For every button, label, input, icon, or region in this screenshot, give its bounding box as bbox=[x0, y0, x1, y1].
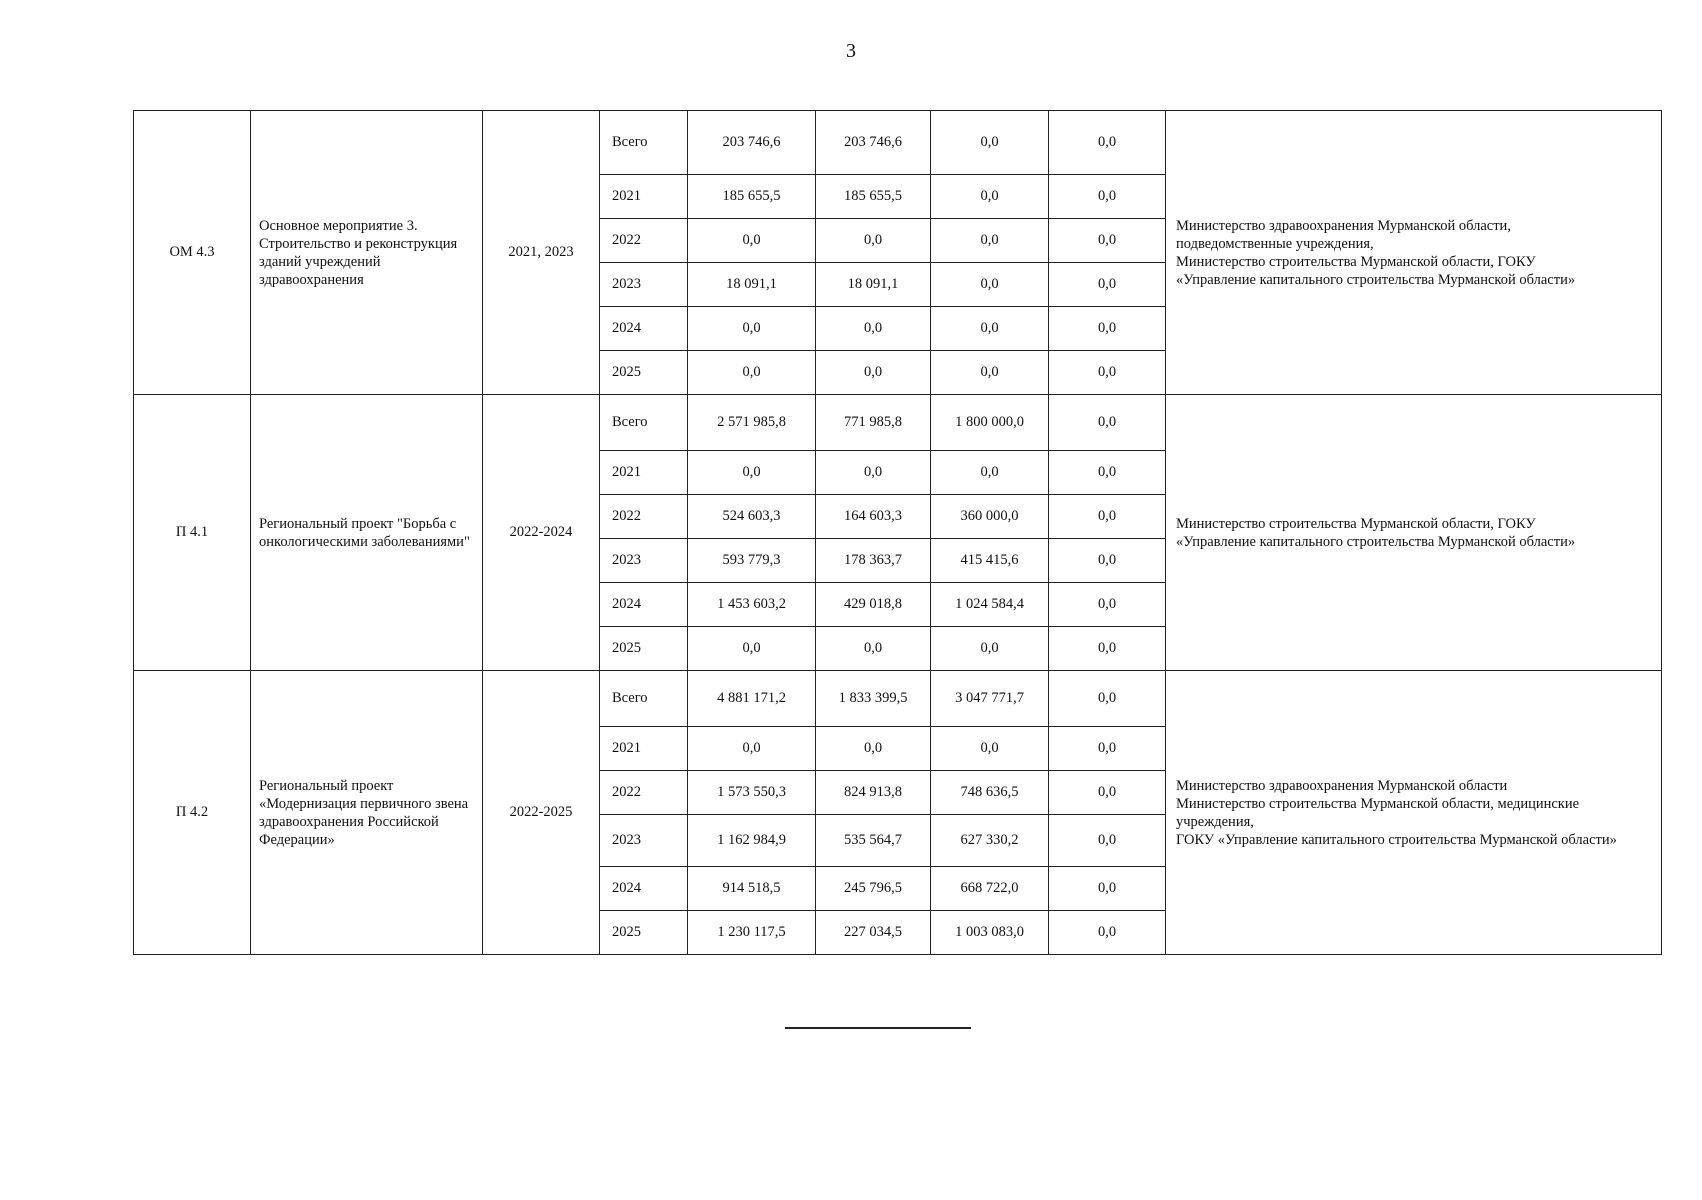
amount-cell-2: 824 913,8 bbox=[816, 771, 931, 815]
measure-executors bbox=[1166, 111, 1662, 395]
amount-cell-1: 1 230 117,5 bbox=[688, 911, 816, 955]
amount-cell-4: 0,0 bbox=[1049, 307, 1166, 351]
amount-cell-3: 3 047 771,7 bbox=[931, 671, 1049, 727]
amount-cell-3: 0,0 bbox=[931, 727, 1049, 771]
amount-cell-4: 0,0 bbox=[1049, 627, 1166, 671]
year-cell: 2023 bbox=[600, 263, 688, 307]
amount-cell-4: 0,0 bbox=[1049, 583, 1166, 627]
executor-line: Министерство строительства Мурманской области, ГОКУ bbox=[1176, 515, 1536, 532]
executor-line: Министерство здравоохранения Мурманской области bbox=[1176, 777, 1508, 794]
amount-cell-4: 0,0 bbox=[1049, 175, 1166, 219]
amount-cell-1: 1 162 984,9 bbox=[688, 815, 816, 867]
amount-cell-3: 1 800 000,0 bbox=[931, 395, 1049, 451]
amount-cell-2: 178 363,7 bbox=[816, 539, 931, 583]
year-cell: 2022 bbox=[600, 495, 688, 539]
amount-cell-4: 0,0 bbox=[1049, 495, 1166, 539]
year-cell: 2023 bbox=[600, 815, 688, 867]
amount-cell-3: 0,0 bbox=[931, 307, 1049, 351]
measure-name: Основное мероприятие 3. Строительство и реконструкция зданий учреждений здравоохранения bbox=[251, 111, 483, 395]
amount-cell-1: 0,0 bbox=[688, 451, 816, 495]
amount-cell-4: 0,0 bbox=[1049, 263, 1166, 307]
table-row bbox=[134, 395, 1662, 451]
year-cell: 2022 bbox=[600, 219, 688, 263]
amount-cell-1: 0,0 bbox=[688, 307, 816, 351]
year-cell: 2025 bbox=[600, 911, 688, 955]
amount-cell-1: 4 881 171,2 bbox=[688, 671, 816, 727]
amount-cell-4: 0,0 bbox=[1049, 539, 1166, 583]
amount-cell-4: 0,0 bbox=[1049, 867, 1166, 911]
amount-cell-1: 0,0 bbox=[688, 351, 816, 395]
measure-period: 2022-2025 bbox=[483, 671, 600, 955]
amount-cell-1: 1 573 550,3 bbox=[688, 771, 816, 815]
executor-line: Министерство строительства Мурманской области, ГОКУ bbox=[1176, 253, 1536, 270]
closing-rule bbox=[785, 1027, 971, 1029]
amount-cell-4: 0,0 bbox=[1049, 219, 1166, 263]
amount-cell-3: 1 003 083,0 bbox=[931, 911, 1049, 955]
amount-cell-3: 0,0 bbox=[931, 351, 1049, 395]
amount-cell-3: 627 330,2 bbox=[931, 815, 1049, 867]
measure-name: Региональный проект "Борьба с онкологическими заболеваниями" bbox=[251, 395, 483, 671]
year-cell: Всего bbox=[600, 671, 688, 727]
amount-cell-3: 0,0 bbox=[931, 627, 1049, 671]
amount-cell-3: 0,0 bbox=[931, 175, 1049, 219]
measure-code: ОМ 4.3 bbox=[134, 111, 251, 395]
amount-cell-1: 2 571 985,8 bbox=[688, 395, 816, 451]
year-cell: 2021 bbox=[600, 175, 688, 219]
year-cell: 2024 bbox=[600, 307, 688, 351]
amount-cell-2: 245 796,5 bbox=[816, 867, 931, 911]
year-cell: 2021 bbox=[600, 451, 688, 495]
measure-period: 2022-2024 bbox=[483, 395, 600, 671]
amount-cell-1: 185 655,5 bbox=[688, 175, 816, 219]
measure-executors bbox=[1166, 671, 1662, 955]
amount-cell-2: 535 564,7 bbox=[816, 815, 931, 867]
amount-cell-3: 1 024 584,4 bbox=[931, 583, 1049, 627]
executor-line: Министерство строительства Мурманской области, медицинские учреждения, bbox=[1176, 795, 1580, 830]
amount-cell-1: 524 603,3 bbox=[688, 495, 816, 539]
amount-cell-2: 0,0 bbox=[816, 219, 931, 263]
amount-cell-4: 0,0 bbox=[1049, 815, 1166, 867]
amount-cell-1: 0,0 bbox=[688, 627, 816, 671]
year-cell: Всего bbox=[600, 111, 688, 175]
year-cell: Всего bbox=[600, 395, 688, 451]
funding-table bbox=[133, 110, 1662, 955]
table-row bbox=[134, 671, 1662, 727]
year-cell: 2023 bbox=[600, 539, 688, 583]
amount-cell-2: 18 091,1 bbox=[816, 263, 931, 307]
amount-cell-3: 415 415,6 bbox=[931, 539, 1049, 583]
measure-executors bbox=[1166, 395, 1662, 671]
table-row bbox=[134, 111, 1662, 175]
measure-code: П 4.1 bbox=[134, 395, 251, 671]
executor-line: ГОКУ «Управление капитального строительства Мурманской области» bbox=[1176, 831, 1617, 848]
amount-cell-3: 0,0 bbox=[931, 263, 1049, 307]
amount-cell-1: 593 779,3 bbox=[688, 539, 816, 583]
amount-cell-2: 771 985,8 bbox=[816, 395, 931, 451]
measure-period: 2021, 2023 bbox=[483, 111, 600, 395]
amount-cell-1: 1 453 603,2 bbox=[688, 583, 816, 627]
amount-cell-4: 0,0 bbox=[1049, 911, 1166, 955]
executor-line: Министерство здравоохранения Мурманской области, bbox=[1176, 217, 1511, 234]
amount-cell-4: 0,0 bbox=[1049, 351, 1166, 395]
amount-cell-4: 0,0 bbox=[1049, 111, 1166, 175]
amount-cell-2: 0,0 bbox=[816, 351, 931, 395]
executor-line: «Управление капитального строительства Мурманской области» bbox=[1176, 533, 1576, 550]
amount-cell-3: 0,0 bbox=[931, 451, 1049, 495]
amount-cell-4: 0,0 bbox=[1049, 395, 1166, 451]
amount-cell-3: 748 636,5 bbox=[931, 771, 1049, 815]
amount-cell-4: 0,0 bbox=[1049, 727, 1166, 771]
year-cell: 2022 bbox=[600, 771, 688, 815]
year-cell: 2024 bbox=[600, 867, 688, 911]
amount-cell-2: 185 655,5 bbox=[816, 175, 931, 219]
year-cell: 2025 bbox=[600, 627, 688, 671]
amount-cell-2: 164 603,3 bbox=[816, 495, 931, 539]
amount-cell-4: 0,0 bbox=[1049, 451, 1166, 495]
amount-cell-1: 203 746,6 bbox=[688, 111, 816, 175]
amount-cell-3: 0,0 bbox=[931, 219, 1049, 263]
amount-cell-2: 227 034,5 bbox=[816, 911, 931, 955]
amount-cell-4: 0,0 bbox=[1049, 771, 1166, 815]
amount-cell-2: 429 018,8 bbox=[816, 583, 931, 627]
measure-code: П 4.2 bbox=[134, 671, 251, 955]
executor-line: подведомственные учреждения, bbox=[1176, 235, 1374, 252]
amount-cell-1: 0,0 bbox=[688, 219, 816, 263]
amount-cell-1: 0,0 bbox=[688, 727, 816, 771]
amount-cell-2: 0,0 bbox=[816, 451, 931, 495]
amount-cell-1: 18 091,1 bbox=[688, 263, 816, 307]
year-cell: 2025 bbox=[600, 351, 688, 395]
amount-cell-3: 668 722,0 bbox=[931, 867, 1049, 911]
executor-line: «Управление капитального строительства Мурманской области» bbox=[1176, 271, 1576, 288]
measure-name: Региональный проект «Модернизация первичного звена здравоохранения Российской Федерации» bbox=[251, 671, 483, 955]
page-number: 3 bbox=[846, 40, 856, 62]
amount-cell-1: 914 518,5 bbox=[688, 867, 816, 911]
amount-cell-2: 0,0 bbox=[816, 727, 931, 771]
amount-cell-4: 0,0 bbox=[1049, 671, 1166, 727]
amount-cell-2: 0,0 bbox=[816, 627, 931, 671]
amount-cell-2: 0,0 bbox=[816, 307, 931, 351]
amount-cell-3: 360 000,0 bbox=[931, 495, 1049, 539]
year-cell: 2021 bbox=[600, 727, 688, 771]
amount-cell-2: 1 833 399,5 bbox=[816, 671, 931, 727]
year-cell: 2024 bbox=[600, 583, 688, 627]
amount-cell-2: 203 746,6 bbox=[816, 111, 931, 175]
amount-cell-3: 0,0 bbox=[931, 111, 1049, 175]
